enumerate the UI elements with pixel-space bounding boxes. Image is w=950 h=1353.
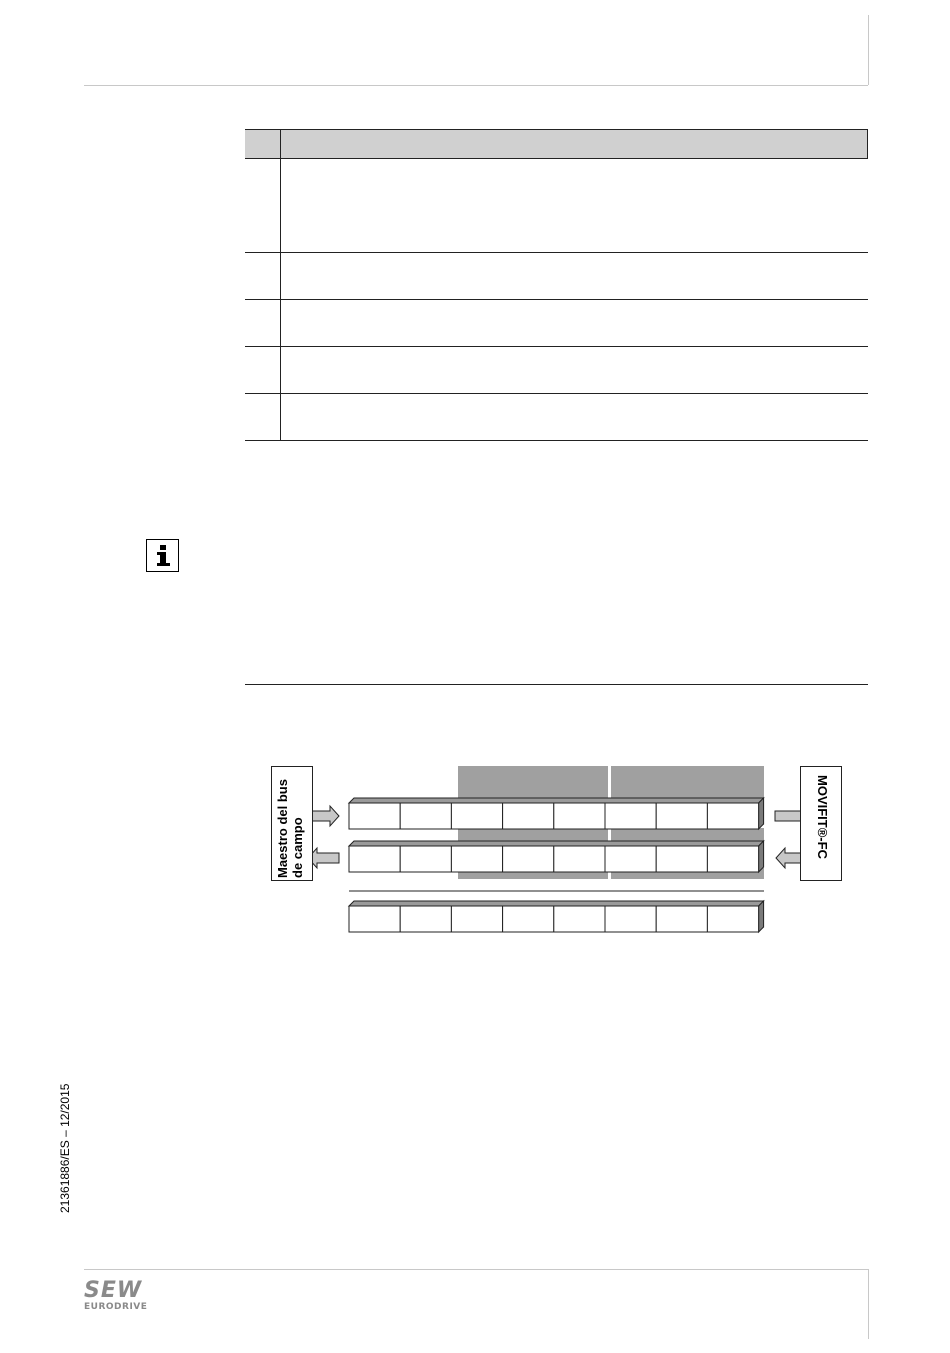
header-rule: [84, 85, 868, 86]
input-data-row: [349, 841, 764, 872]
data-word-cell: [503, 803, 554, 829]
data-word-cell: [554, 906, 605, 932]
footer-side-rule: [868, 1269, 869, 1339]
logo-sew-text: SEW: [84, 1278, 143, 1303]
data-word-cell: [349, 846, 400, 872]
data-word-cell: [656, 846, 707, 872]
data-word-cell: [503, 906, 554, 932]
table-header-row: [245, 130, 868, 159]
data-word-cell: [349, 906, 400, 932]
movifit-box: [800, 766, 842, 881]
data-word-cell: [503, 846, 554, 872]
data-word-cell: [451, 906, 502, 932]
data-word-cell: [605, 846, 656, 872]
data-word-cell: [707, 846, 758, 872]
data-word-cell: [605, 803, 656, 829]
process-data-diagram: [240, 760, 850, 940]
data-word-cell: [605, 906, 656, 932]
data-word-cell: [400, 846, 451, 872]
sew-eurodrive-logo: [84, 1280, 147, 1312]
fieldbus-master-label: Maestro del bus de campo: [275, 779, 305, 878]
data-word-cell: [707, 906, 758, 932]
table-row: [245, 347, 868, 394]
logo-eurodrive-text: EURODRIVE: [84, 1302, 148, 1312]
table-row: [245, 300, 868, 347]
table-row: [245, 394, 868, 441]
data-word-cell: [656, 906, 707, 932]
data-word-cell: [451, 803, 502, 829]
data-word-cell: [656, 803, 707, 829]
header-side-rule: [868, 15, 869, 85]
data-word-cell: [451, 846, 502, 872]
section-rule: [245, 684, 868, 685]
document-code: 21361886/ES – 12/2015: [58, 1083, 72, 1213]
table-row: [245, 253, 868, 300]
footer-rule: [84, 1269, 868, 1270]
data-word-cell: [349, 803, 400, 829]
data-word-cell: [554, 846, 605, 872]
shade-block-top-right: [611, 766, 764, 800]
data-word-cell: [707, 803, 758, 829]
info-icon: [146, 539, 179, 572]
output-data-row: [349, 798, 764, 829]
movifit-label: MOVIFIT®-FC: [815, 775, 830, 859]
extra-data-row: [349, 901, 764, 932]
data-word-cell: [554, 803, 605, 829]
data-word-cell: [400, 803, 451, 829]
fieldbus-master-box: [271, 766, 313, 881]
table-row: [245, 159, 868, 253]
shade-block-top-left: [458, 766, 608, 800]
parameter-table: [245, 129, 868, 441]
data-word-cell: [400, 906, 451, 932]
